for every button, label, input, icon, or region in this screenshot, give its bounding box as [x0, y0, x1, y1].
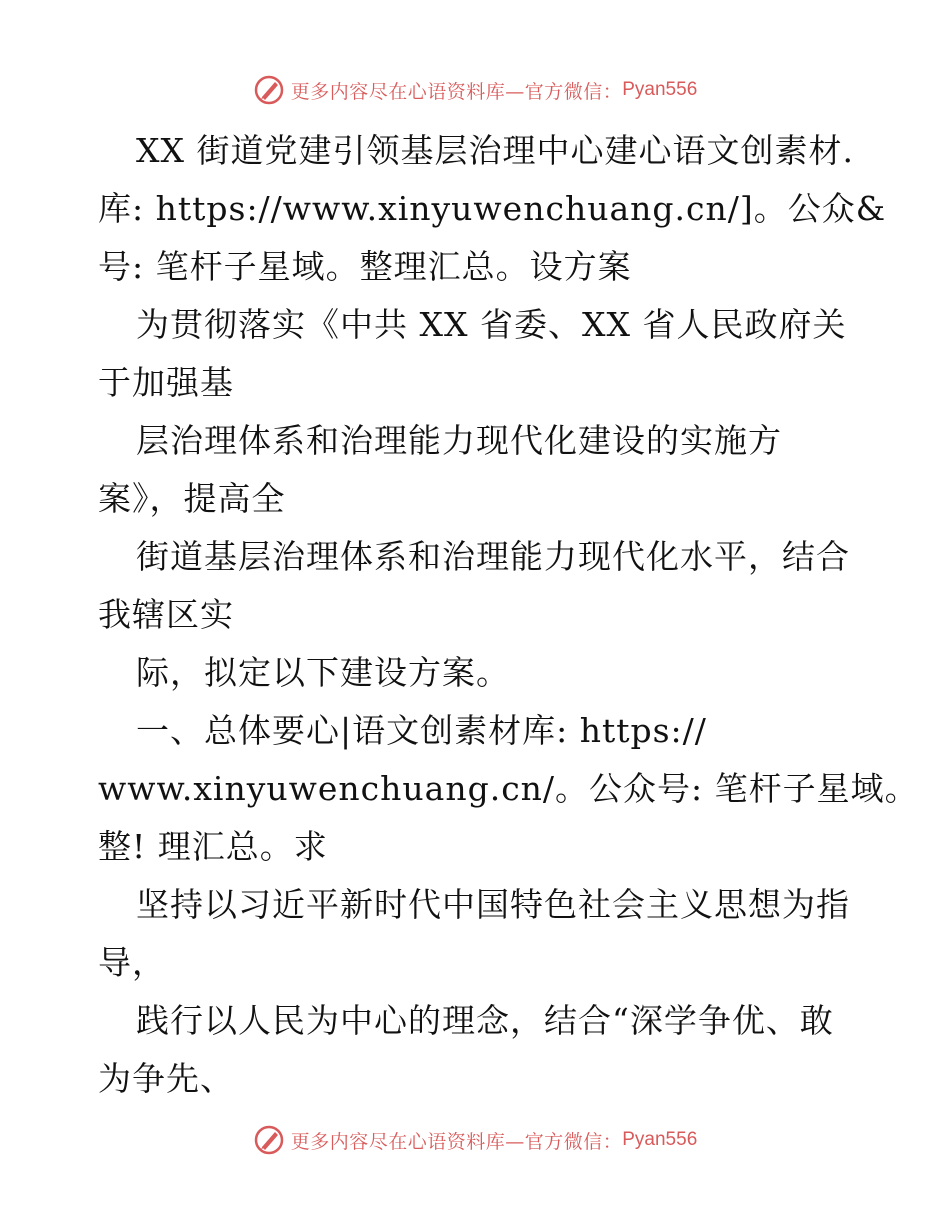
body-line: 一、总体要心|语文创素材库: https:// [136, 711, 707, 750]
watermark-header [0, 70, 950, 110]
body-line: 案》，提高全 [98, 479, 286, 518]
watermark-text: 更多内容尽在心语资料库—官方微信： [290, 1130, 623, 1153]
watermark-text: 更多内容尽在心语资料库—官方微信： [290, 80, 623, 103]
body-line: 我辖区实 [98, 595, 234, 634]
body-line: 库: https://www.xinyuwenchuang.cn/]。公众& [98, 189, 887, 228]
body-line: 为贯彻落实《中共 XX 省委、XX 省人民政府关 [136, 305, 847, 344]
pen-seal-logo-icon [253, 1124, 285, 1156]
body-line: 街道基层治理体系和治理能力现代化水平，结合 [136, 537, 850, 576]
body-line: 际，拟定以下建设方案。 [136, 653, 510, 692]
watermark-handle: Pyan556 [622, 79, 698, 100]
document-body [98, 122, 919, 1108]
pen-seal-logo-icon [253, 74, 285, 106]
body-line: 层治理体系和治理能力现代化建设的实施方 [136, 421, 782, 460]
body-line: www.xinyuwenchuang.cn/。公众号: 笔杆子星域。 [98, 769, 919, 808]
body-line: 整! 理汇总。求 [98, 827, 328, 866]
body-line: 践行以人民为中心的理念，结合“深学争优、敢 [136, 1001, 834, 1040]
body-line: 为争先、 [98, 1059, 234, 1098]
body-line: 坚持以习近平新时代中国特色社会主义思想为指 [136, 885, 850, 924]
watermark-footer [0, 1120, 950, 1160]
body-line: 导， [98, 943, 166, 982]
body-line: 号: 笔杆子星域。整理汇总。设方案 [98, 247, 632, 286]
body-line: 于加强基 [98, 363, 234, 402]
body-line: XX 街道党建引领基层治理中心建心语文创素材. [136, 131, 854, 170]
watermark-handle: Pyan556 [622, 1129, 698, 1150]
